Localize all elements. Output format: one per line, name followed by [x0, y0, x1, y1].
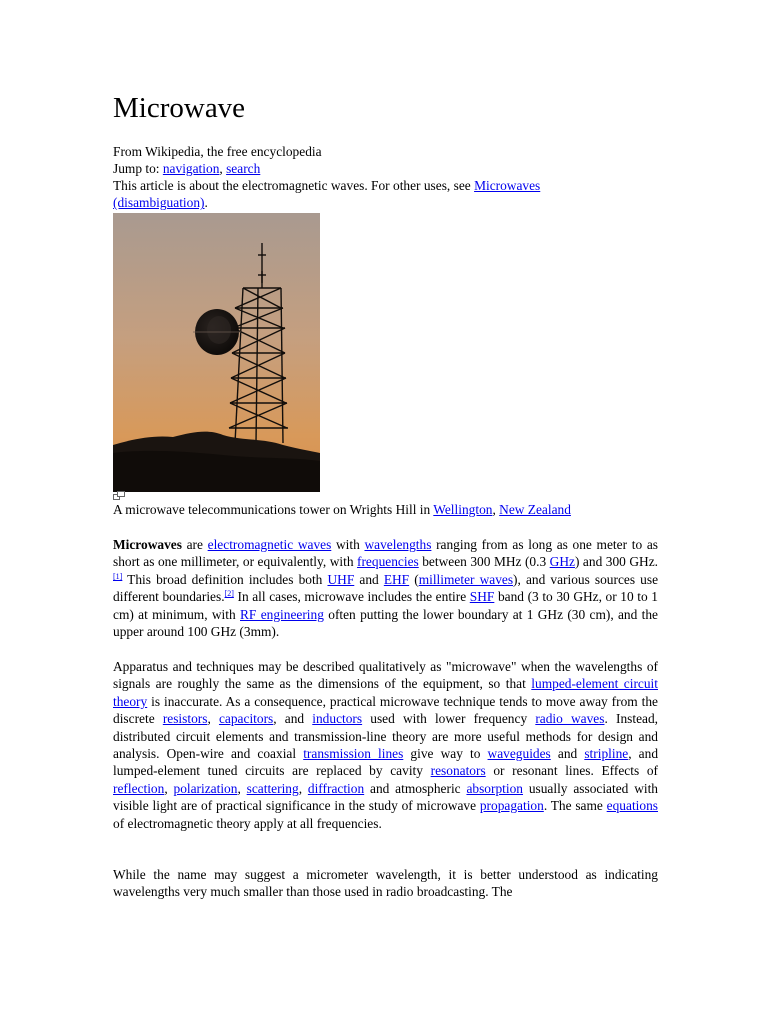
text-run: ) and 300 GHz. [574, 554, 658, 570]
text-run: , [298, 780, 308, 796]
article-link[interactable]: capacitors [218, 711, 274, 727]
article-link[interactable]: lumped-element circuit theory [113, 676, 658, 709]
text-run: and [550, 746, 585, 762]
jump-navigation-link[interactable]: navigation [162, 161, 220, 176]
text-run: , [207, 711, 219, 727]
text-run: often putting the lower boundary at 1 GHz (30 cm), and the upper around 100 GHz (3mm). [113, 606, 659, 640]
article-link[interactable]: resonators [430, 763, 486, 779]
article-link[interactable]: inductors [312, 711, 363, 727]
article-link[interactable]: absorption [466, 780, 523, 796]
caption-wellington-link[interactable]: Wellington [433, 502, 493, 517]
text-run: and atmospheric [364, 780, 467, 796]
article-link[interactable]: UHF [327, 571, 355, 587]
text-run: or resonant lines. Effects of [485, 763, 658, 779]
text-run: used with lower frequency [362, 711, 536, 727]
text-run: While the name may suggest a micrometer wavelength, it is better understood as indicating wavelengths very much smaller than those used in radio broadcasting. The [113, 867, 658, 900]
paragraph-apparatus [113, 658, 658, 832]
text-run: ranging from as long as one meter to as short as one millimeter, or equivalently, with [113, 537, 658, 570]
text-run: of electromagnetic theory apply at all frequencies. [113, 815, 382, 831]
text-run: is inaccurate. As a consequence, practical microwave technique tends to move away from the discrete [113, 693, 658, 727]
article-link[interactable]: equations [606, 798, 658, 814]
bold-term: Microwaves [113, 537, 182, 552]
enlarge-icon[interactable] [113, 491, 125, 500]
jump-links [113, 160, 260, 177]
article-link[interactable]: stripline [584, 746, 629, 762]
citation-link[interactable]: [2] [224, 589, 234, 599]
article-link[interactable]: propagation [479, 798, 544, 814]
article-link[interactable]: frequencies [357, 554, 419, 570]
caption-new-zealand-link[interactable]: New Zealand [499, 502, 571, 517]
tower-photo[interactable] [113, 213, 320, 492]
article-link[interactable]: millimeter waves [418, 571, 514, 587]
text-run: give way to [403, 746, 488, 762]
text-run: between 300 MHz (0.3 [418, 554, 550, 570]
article-link[interactable]: polarization [173, 780, 238, 796]
article-link[interactable]: RF engineering [240, 606, 324, 622]
hatnote [113, 177, 603, 212]
article-link[interactable]: reflection [113, 780, 165, 796]
text-run: are [181, 537, 208, 552]
text-run: Apparatus and techniques may be described qualitatively as "microwave" when the wavelengths of signals are roughly the same as the dimensions of the equipment, so that [113, 659, 658, 692]
hatnote-end: . [204, 195, 208, 211]
paragraph-intro [113, 536, 658, 640]
caption-text: A microwave telecommunications tower on Wrights Hill in [113, 502, 434, 517]
text-run: usually associated with visible light are of practical significance in the study of microwave [113, 780, 658, 814]
text-run: In all cases, microwave includes the entire [233, 589, 470, 605]
tagline: From Wikipedia, the free encyclopedia [113, 144, 322, 159]
text-run: . Instead, distributed circuit elements and transmission-line theory are more useful methods for design and analysis. Open-wire and coaxial [113, 711, 658, 762]
text-run: , [164, 780, 174, 796]
article-link[interactable]: scattering [246, 780, 299, 796]
article-link[interactable]: radio waves [535, 711, 605, 727]
image-caption [113, 501, 571, 518]
citation [113, 572, 122, 581]
paragraph-name [113, 866, 658, 901]
text-run: and [354, 571, 384, 587]
text-run: band (3 to 30 GHz, or 10 to 1 cm) at minimum, with [113, 589, 658, 622]
hatnote-text: This article is about the electromagnetic waves. For other uses, see [113, 178, 475, 193]
article-link[interactable]: wavelengths [364, 537, 432, 552]
article-link[interactable]: diffraction [307, 780, 365, 796]
caption-separator: , [492, 502, 500, 517]
citation [225, 589, 234, 598]
article-link[interactable]: SHF [469, 589, 495, 605]
citation-link[interactable]: [1] [113, 571, 123, 581]
article-link[interactable]: waveguides [487, 746, 551, 762]
article-link[interactable]: GHz [549, 554, 575, 570]
text-run: This broad definition includes both [122, 571, 328, 587]
jump-search-link[interactable]: search [226, 161, 261, 176]
article-link[interactable]: resistors [162, 711, 208, 727]
text-run: ( [409, 571, 419, 587]
jump-label: Jump to: [113, 161, 163, 176]
text-run: , and lumped-element tuned circuits are replaced by cavity [113, 746, 659, 779]
article-link[interactable]: transmission lines [303, 746, 404, 762]
hatnote-disambiguation-link[interactable]: Microwaves (disambiguation) [113, 178, 541, 211]
page-title: Microwave [113, 92, 246, 124]
text-run: . The same [543, 798, 607, 814]
jump-separator: , [219, 161, 227, 176]
text-run: , [237, 780, 247, 796]
article-link[interactable]: electromagnetic waves [207, 537, 332, 552]
text-run: ), and various sources use different boundaries. [113, 571, 659, 605]
article-link[interactable]: EHF [383, 571, 410, 587]
text-run: with [331, 537, 365, 552]
text-run: , and [273, 711, 313, 727]
